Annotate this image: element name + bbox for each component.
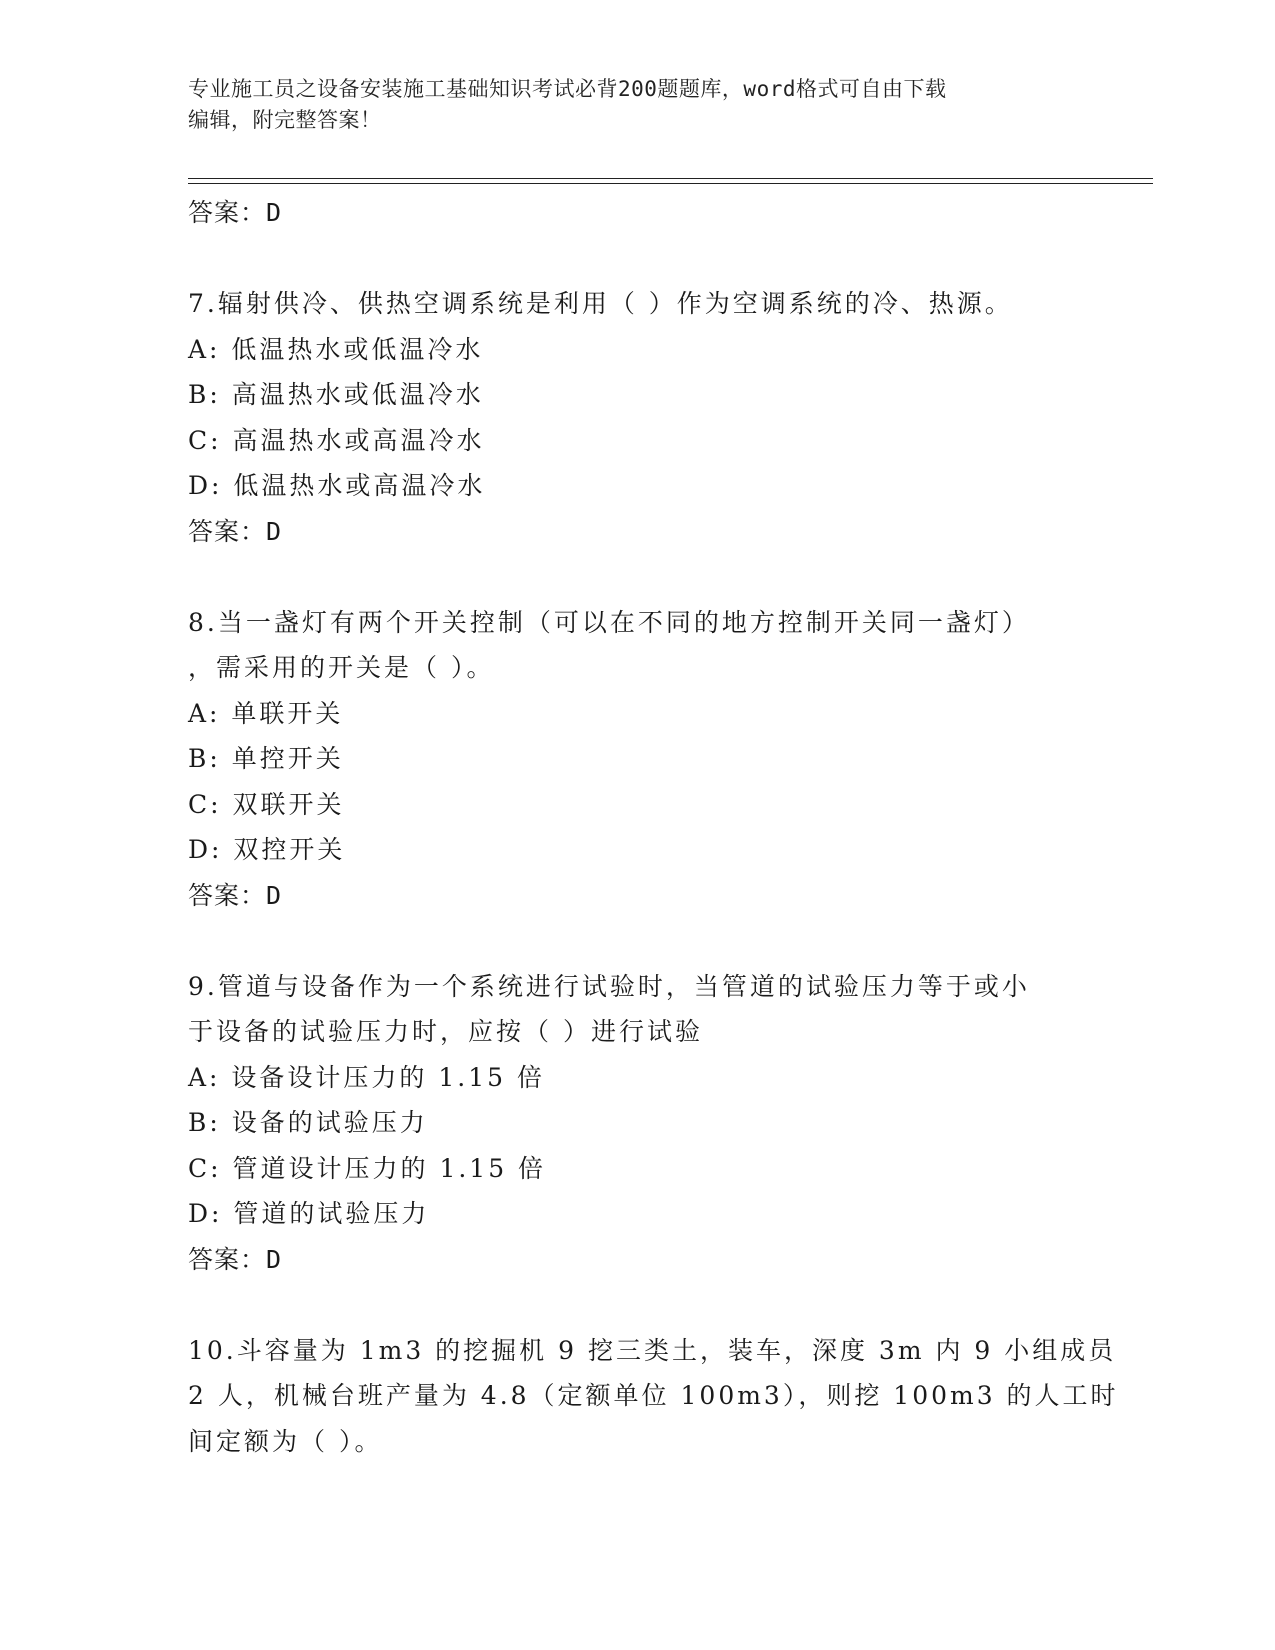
question-text-cont: ，需采用的开关是（ ）。	[188, 653, 495, 682]
spacer	[188, 554, 1088, 600]
option-d: D: 低温热水或高温冷水	[188, 471, 486, 500]
question-text: 10.斗容量为 1m3 的挖掘机 9 挖三类土，装车，深度 3m 内 9 小组成员	[188, 1335, 1117, 1365]
question-7	[188, 281, 1088, 554]
answer-label: 答案：	[188, 516, 267, 546]
answer-value: D	[266, 198, 283, 227]
header-divider-top	[188, 178, 1153, 179]
document-body	[188, 190, 1119, 1464]
question-text-cont: 于设备的试验压力时，应按（ ）进行试验	[188, 1017, 703, 1046]
question-text-cont: 间定额为（ ）。	[188, 1426, 383, 1456]
option-d: D: 双控开关	[188, 835, 346, 864]
option-d: D: 管道的试验压力	[188, 1199, 430, 1228]
option-a: A: 设备设计压力的 1.15 倍	[188, 1062, 545, 1092]
question-text: 9.管道与设备作为一个系统进行试验时，当管道的试验压力等于或小	[188, 971, 1030, 1001]
question-text-cont: 2 人，机械台班产量为 4.8（定额单位 100m3），则挖 100m3 的人工时	[188, 1381, 1119, 1410]
option-c: C: 双联开关	[188, 789, 345, 819]
answer-value: D	[266, 880, 283, 910]
option-b: B: 高温热水或低温冷水	[188, 380, 484, 409]
option-b: B: 单控开关	[188, 744, 344, 773]
spacer	[188, 918, 1088, 964]
answer-line	[188, 1237, 1088, 1282]
document-header	[188, 74, 1088, 136]
answer-value: D	[266, 516, 283, 546]
option-a: A: 低温热水或低温冷水	[188, 334, 484, 364]
question-9	[188, 964, 1088, 1282]
answer-line	[188, 190, 1088, 235]
spacer	[188, 1282, 1088, 1328]
question-10	[188, 1328, 1119, 1465]
question-text: 8.当一盏灯有两个开关控制（可以在不同的地方控制开关同一盏灯）	[188, 607, 1030, 637]
option-a: A: 单联开关	[188, 698, 344, 728]
answer-label: 答案：	[188, 198, 267, 227]
answer-line	[188, 509, 1088, 554]
question-8	[188, 600, 1088, 918]
answer-label: 答案：	[188, 880, 267, 910]
option-c: C: 管道设计压力的 1.15 倍	[188, 1153, 547, 1183]
header-line-1: 专业施工员之设备安装施工基础知识考试必背200题题库，word格式可自由下载	[188, 77, 947, 101]
answer-value: D	[266, 1244, 283, 1274]
spacer	[188, 235, 1088, 281]
header-line-2: 编辑，附完整答案！	[188, 108, 382, 132]
option-b: B: 设备的试验压力	[188, 1108, 428, 1137]
header-divider-bottom	[188, 183, 1153, 184]
answer-label: 答案：	[188, 1244, 267, 1274]
option-c: C: 高温热水或高温冷水	[188, 425, 485, 455]
answer-line	[188, 873, 1088, 918]
question-text: 7.辐射供冷、供热空调系统是利用（ ）作为空调系统的冷、热源。	[188, 289, 1013, 318]
